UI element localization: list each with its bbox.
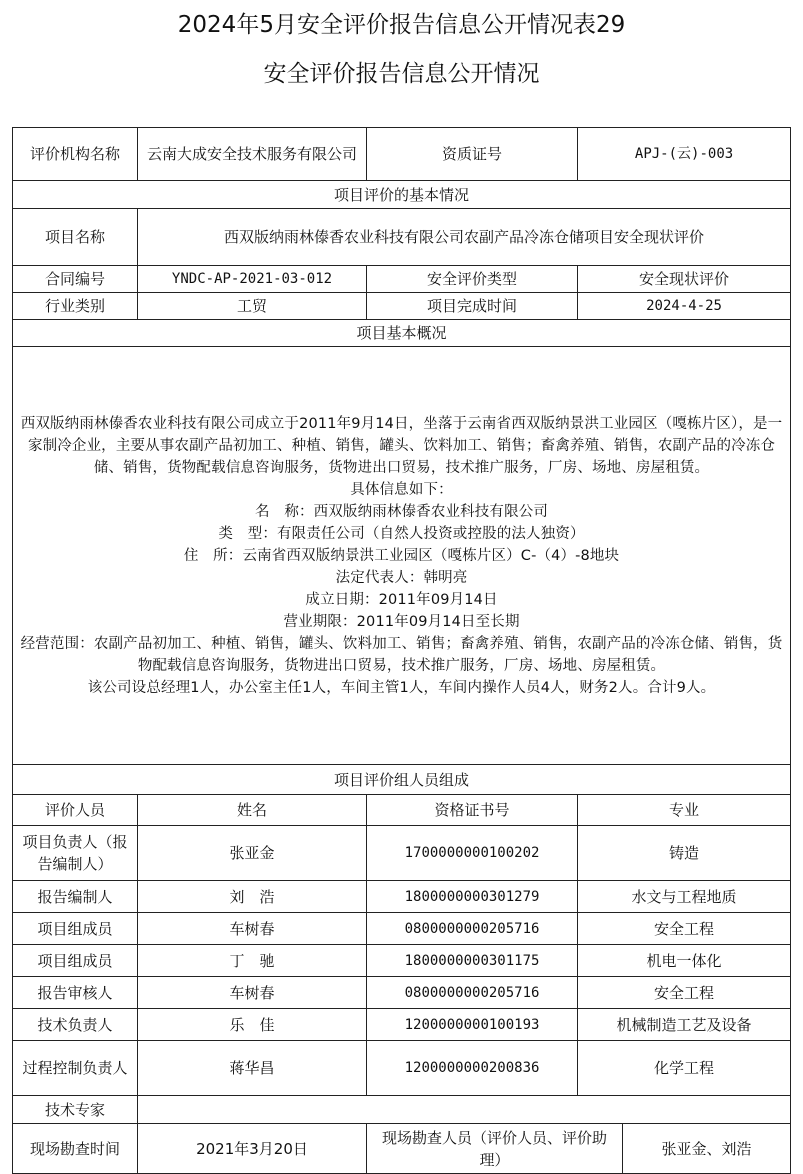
project-name-value: 西双版纳雨林傣香农业科技有限公司农副产品冷冻仓储项目安全现状评价 (138, 209, 791, 266)
team-role: 过程控制负责人 (13, 1041, 138, 1096)
industry-label: 行业类别 (13, 293, 138, 320)
overview-line: 具体信息如下： (350, 481, 453, 498)
team-row (13, 826, 791, 881)
basic-section-heading: 项目评价的基本情况 (13, 181, 791, 209)
team-header-cert: 资格证书号 (367, 795, 578, 826)
team-cert: 0800000000205716 (367, 913, 578, 945)
expert-value (138, 1096, 791, 1124)
team-cert: 1800000000301279 (367, 881, 578, 913)
team-cert: 1200000000200836 (367, 1041, 578, 1096)
team-role: 技术负责人 (13, 1009, 138, 1041)
overview-line: 成立日期：2011年09月14日 (305, 591, 498, 608)
overview-paragraph: 该公司设总经理1人，办公室主任1人，车间主管1人，车间内操作人员4人，财务2人。合计9人。 (87, 679, 716, 696)
team-header-major: 专业 (578, 795, 791, 826)
overview-paragraph: 经营范围：农副产品初加工、种植、销售，罐头、饮料加工、销售；畜禽养殖、销售，农副产品的冷冻仓储、销售，货物配载信息咨询服务，货物进出口贸易，技术推广服务，厂房、场地、房屋租赁。 (20, 635, 783, 674)
expert-label: 技术专家 (13, 1096, 138, 1124)
team-name: 张亚金 (138, 826, 367, 881)
project-name-label: 项目名称 (13, 209, 138, 266)
project-name-row (13, 209, 791, 266)
overview-section-heading: 项目基本概况 (13, 320, 791, 347)
org-label: 评价机构名称 (13, 128, 138, 181)
team-name: 蒋华昌 (138, 1041, 367, 1096)
overview-paragraph: 西双版纳雨林傣香农业科技有限公司成立于2011年9月14日，坐落于云南省西双版纳景洪工业园区（嘎栋片区），是一家制冷企业，主要从事农副产品初加工、种植、销售，罐头、饮料加工、销售；畜禽养殖、销售，农副产品的冷冻仓储、销售，货物配载信息咨询服务，货物进出口贸易，技术推广服务，厂房、场地、房屋租赁。 (20, 415, 783, 476)
contract-value: YNDC-AP-2021-03-012 (138, 266, 367, 293)
team-cert: 1800000000301175 (367, 945, 578, 977)
overview-line: 类 型：有限责任公司（自然人投资或控股的法人独资） (218, 525, 585, 542)
team-row (13, 1009, 791, 1041)
cert-value: APJ-(云)-003 (578, 128, 791, 181)
team-row (13, 945, 791, 977)
team-row (13, 913, 791, 945)
cert-label: 资质证号 (367, 128, 578, 181)
contract-row (13, 266, 791, 293)
contract-label: 合同编号 (13, 266, 138, 293)
team-name: 丁 驰 (138, 945, 367, 977)
complete-time-label: 项目完成时间 (367, 293, 578, 320)
team-section-heading: 项目评价组人员组成 (13, 765, 791, 795)
team-major: 水文与工程地质 (578, 881, 791, 913)
team-section-row (13, 765, 791, 795)
team-major: 化学工程 (578, 1041, 791, 1096)
survey-people-value: 张亚金、刘浩 (623, 1124, 791, 1174)
team-role: 报告编制人 (13, 881, 138, 913)
team-major: 安全工程 (578, 913, 791, 945)
team-name: 车树春 (138, 977, 367, 1009)
org-row (13, 128, 791, 181)
document-title: 2024年5月安全评价报告信息公开情况表29 (177, 12, 626, 38)
team-row (13, 1041, 791, 1096)
team-header-name: 姓名 (138, 795, 367, 826)
team-name: 车树春 (138, 913, 367, 945)
team-row (13, 881, 791, 913)
overview-text (13, 347, 791, 765)
team-role: 项目组成员 (13, 913, 138, 945)
team-role: 项目组成员 (13, 945, 138, 977)
team-name: 乐 佳 (138, 1009, 367, 1041)
team-cert: 1700000000100202 (367, 826, 578, 881)
team-header-role: 评价人员 (13, 795, 138, 826)
eval-type-value: 安全现状评价 (578, 266, 791, 293)
overview-line: 法定代表人：韩明亮 (335, 569, 468, 586)
team-major: 铸造 (578, 826, 791, 881)
basic-section-row (13, 181, 791, 209)
survey-people-label: 现场勘查人员（评价人员、评价助理） (367, 1124, 623, 1174)
team-name: 刘 浩 (138, 881, 367, 913)
overview-section-row (13, 320, 791, 347)
survey-row (13, 1124, 791, 1174)
overview-line: 住 所：云南省西双版纳景洪工业园区（嘎栋片区）C-（4）-8地块 (183, 547, 620, 564)
team-role: 报告审核人 (13, 977, 138, 1009)
complete-time-value: 2024-4-25 (578, 293, 791, 320)
disclosure-table (12, 127, 791, 1174)
overview-row (13, 347, 791, 765)
expert-row (13, 1096, 791, 1124)
team-role: 项目负责人（报告编制人） (13, 826, 138, 881)
overview-line: 名 称：西双版纳雨林傣香农业科技有限公司 (255, 503, 549, 520)
team-header-row (13, 795, 791, 826)
team-cert: 0800000000205716 (367, 977, 578, 1009)
org-value: 云南大成安全技术服务有限公司 (138, 128, 367, 181)
survey-time-label: 现场勘查时间 (13, 1124, 138, 1174)
survey-time-value: 2021年3月20日 (138, 1124, 367, 1174)
industry-row (13, 293, 791, 320)
team-cert: 1200000000100193 (367, 1009, 578, 1041)
team-major: 安全工程 (578, 977, 791, 1009)
eval-type-label: 安全评价类型 (367, 266, 578, 293)
document-subtitle: 安全评价报告信息公开情况 (263, 61, 540, 87)
industry-value: 工贸 (138, 293, 367, 320)
team-major: 机械制造工艺及设备 (578, 1009, 791, 1041)
team-row (13, 977, 791, 1009)
overview-line: 营业期限：2011年09月14日至长期 (283, 613, 520, 630)
team-major: 机电一体化 (578, 945, 791, 977)
